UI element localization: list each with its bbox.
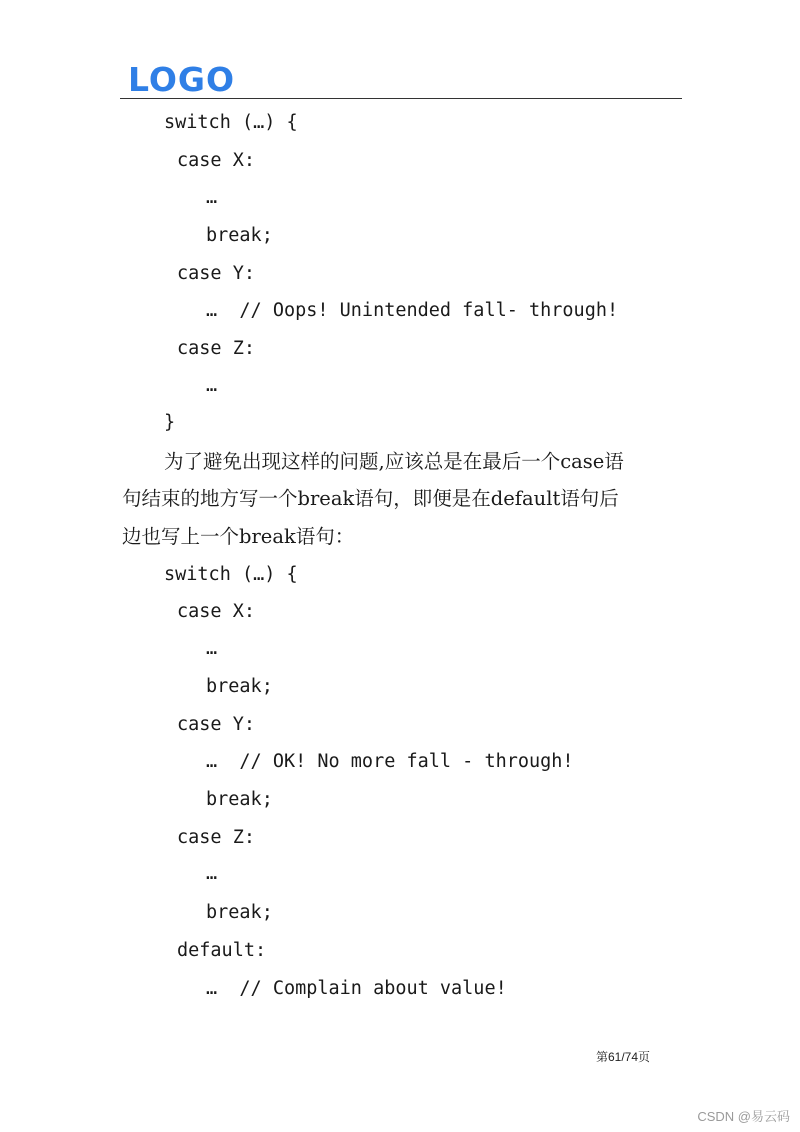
code-line: … // Complain about value! <box>206 978 507 999</box>
code-line: … // OK! No more fall - through! <box>206 751 574 772</box>
code-line: case Y: <box>177 714 255 735</box>
code-line: case X: <box>177 150 255 171</box>
code-line: case Z: <box>177 338 255 359</box>
code-line: … <box>206 863 218 884</box>
code-line: default: <box>177 940 267 961</box>
code-line: break; <box>206 225 273 246</box>
code-line: switch (…) { <box>164 112 298 133</box>
watermark: CSDN @易云码 <box>697 1109 790 1124</box>
paragraph-line: 边也写上一个break语句： <box>122 525 355 548</box>
code-line: case Z: <box>177 827 255 848</box>
code-line: … <box>206 187 218 208</box>
code-line: } <box>164 412 176 433</box>
code-line: break; <box>206 676 273 697</box>
code-line: … <box>206 375 218 396</box>
paragraph-line: 为了避免出现这样的问题,应该总是在最后一个case语 <box>164 450 624 473</box>
logo: LOGO <box>128 60 236 99</box>
code-line: case Y: <box>177 263 255 284</box>
code-line: break; <box>206 902 273 923</box>
code-line: break; <box>206 789 273 810</box>
code-line: … <box>206 638 218 659</box>
code-line: … // Oops! Unintended fall- through! <box>206 300 619 321</box>
paragraph-line: 句结束的地方写一个break语句，即便是在default语句后 <box>122 487 619 510</box>
header-divider <box>120 98 682 99</box>
code-line: switch (…) { <box>164 564 298 585</box>
page-number: 第61/74页 <box>596 1050 651 1064</box>
code-line: case X: <box>177 601 255 622</box>
